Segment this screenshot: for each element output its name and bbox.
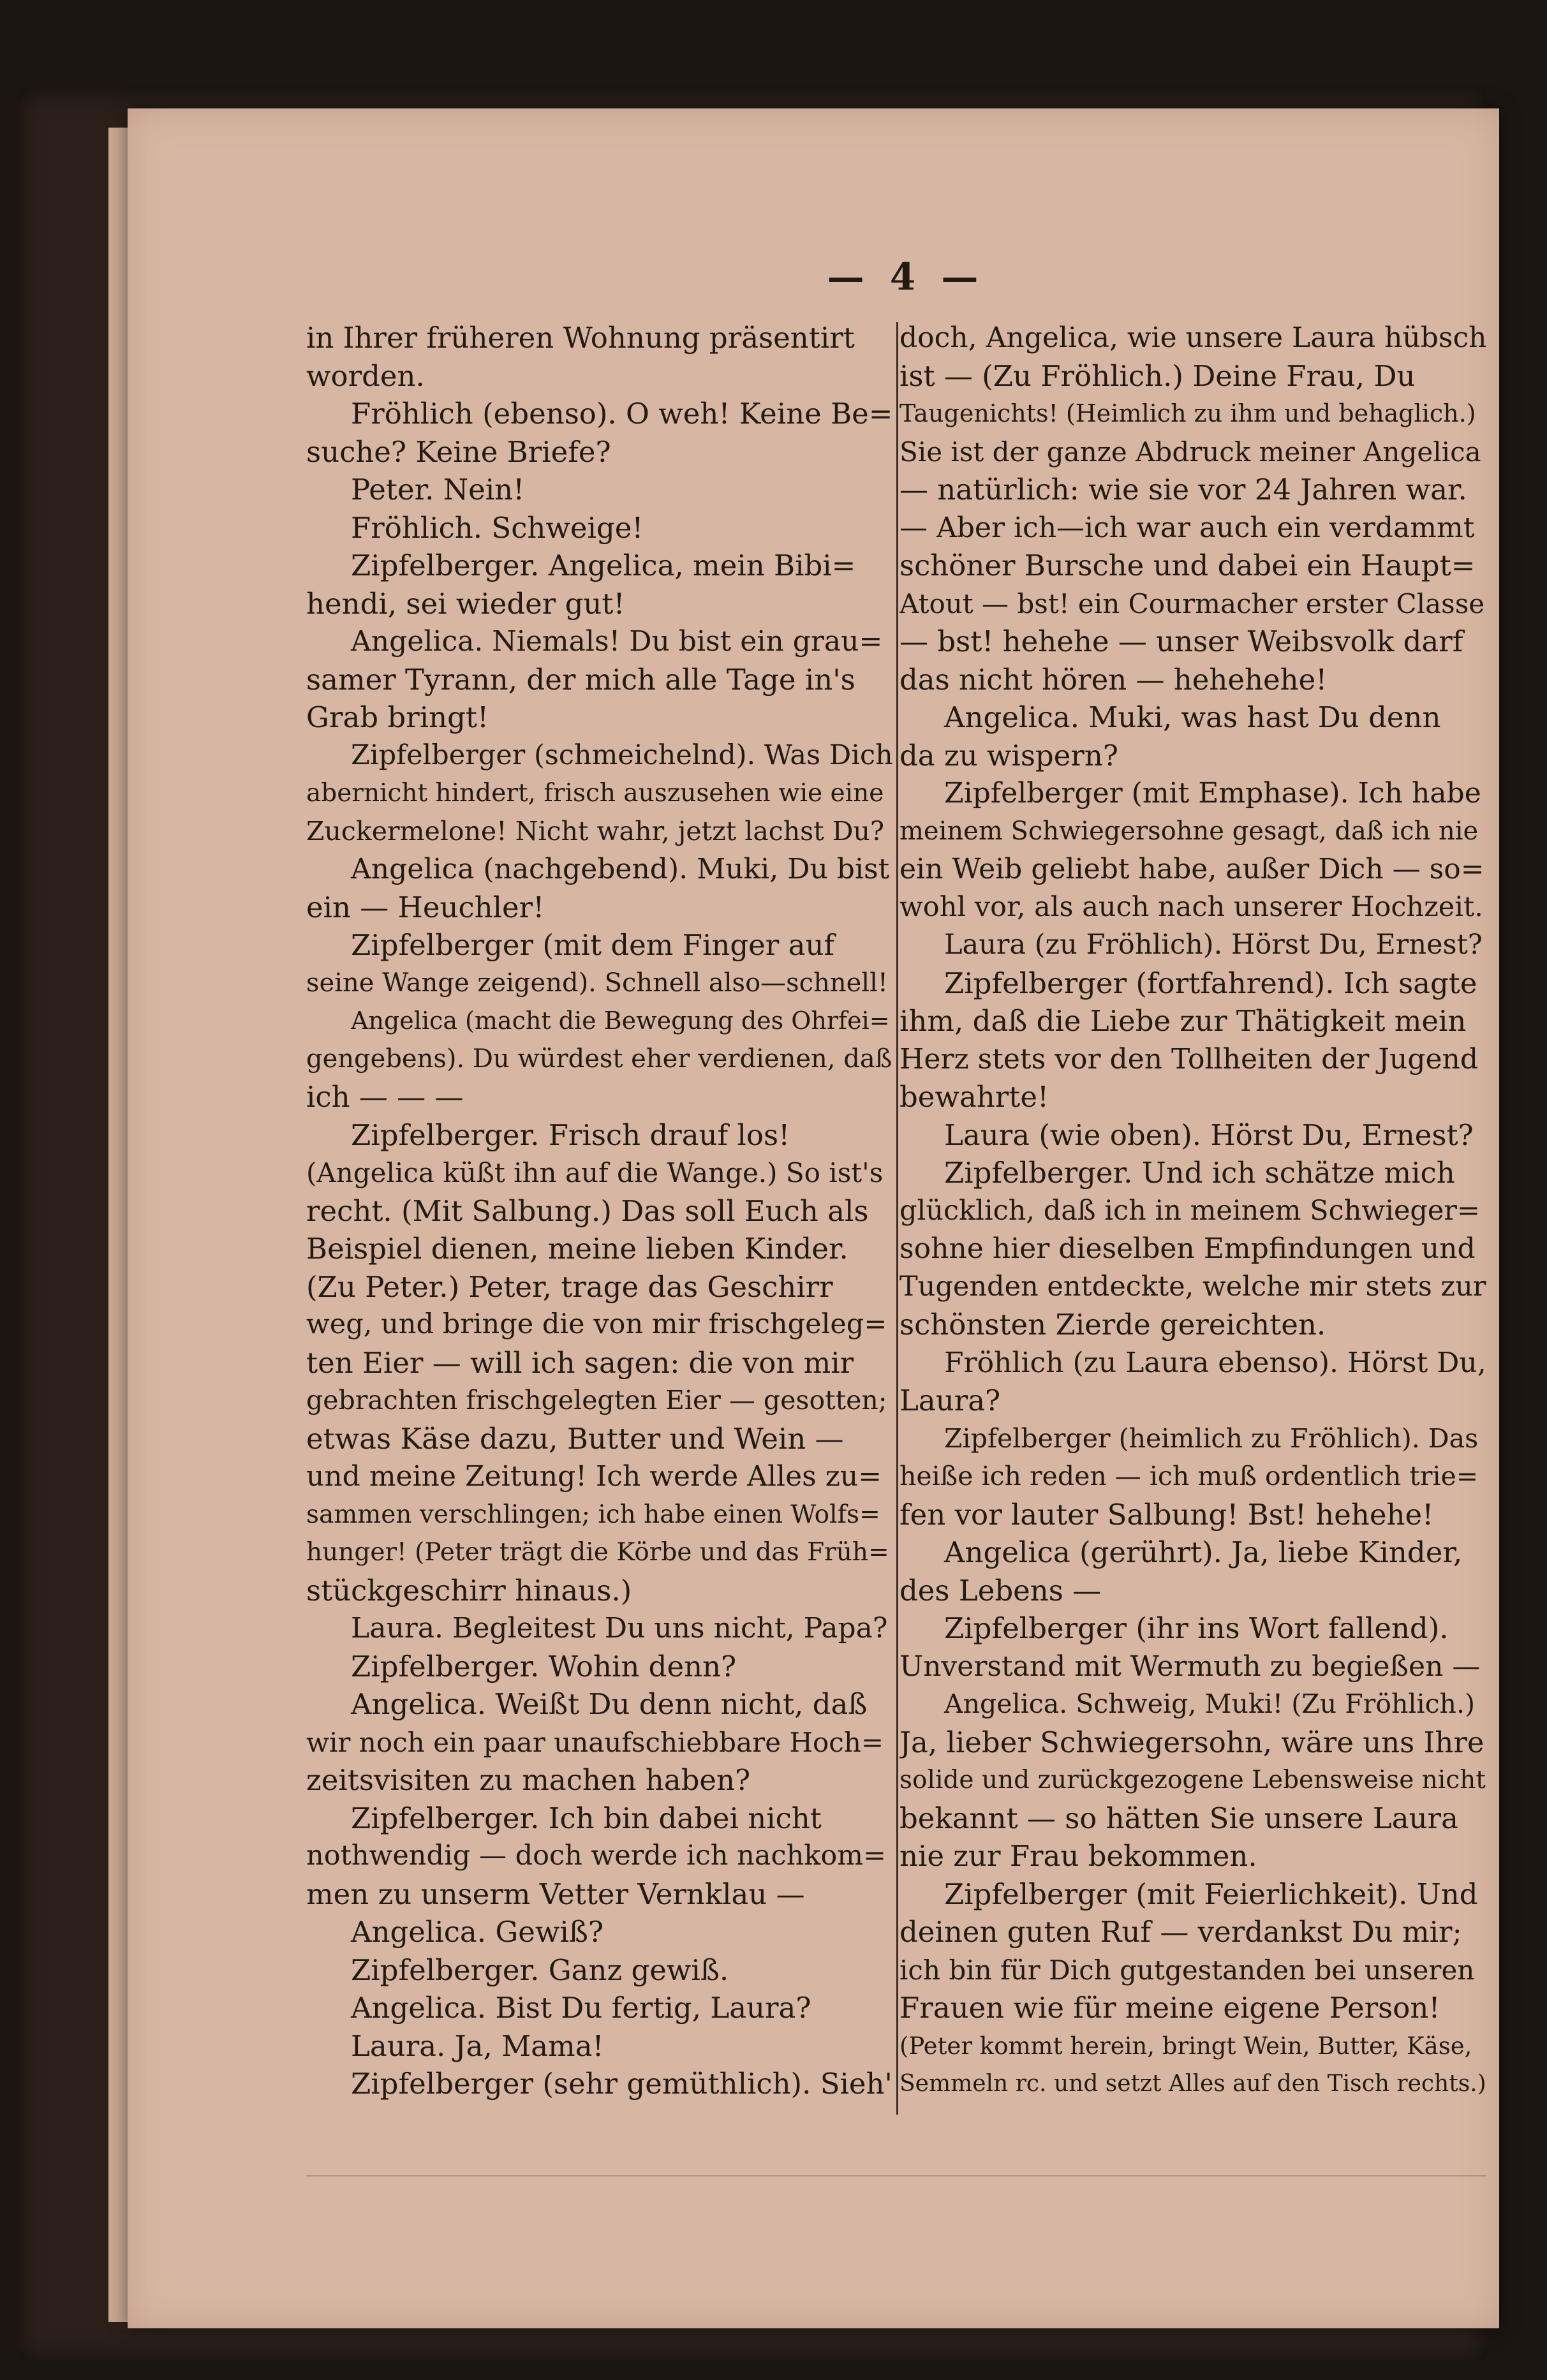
text-line: Angelica. Niemals! Du bist ein grau= — [351, 625, 883, 658]
text-line: Zuckermelone! Nicht wahr, jetzt lachst Du? — [306, 815, 884, 846]
text-line: solide und zurückgezogene Lebensweise nicht — [899, 1766, 1486, 1794]
text-line: ich — — — — [306, 1080, 464, 1114]
text-line: Angelica. Schweig, Muki! (Zu Fröhlich.) — [944, 1689, 1475, 1719]
text-line: Angelica. Gewiß? — [351, 1915, 604, 1949]
text-line: — Aber ich—ich war auch ein verdammt — [899, 511, 1475, 544]
text-line: ein Weib geliebt habe, außer Dich — so= — [899, 853, 1484, 885]
text-line: Taugenichts! (Heimlich zu ihm und behaglich.) — [899, 399, 1476, 427]
text-line: hendi, sei wieder gut! — [306, 586, 625, 621]
text-line: men zu unserm Vetter Vernklau — — [306, 1877, 805, 1911]
text-line: Laura. Begleitest Du uns nicht, Papa? — [351, 1612, 888, 1645]
left-text-column — [306, 319, 893, 2103]
text-line: Grab bringt! — [306, 700, 489, 734]
text-line: Angelica. Bist Du fertig, Laura? — [351, 1991, 811, 2025]
text-line: gebrachten frischgelegten Eier — gesotten; — [306, 1385, 887, 1415]
text-line: Unverstand mit Wermuth zu begießen — — [899, 1650, 1481, 1683]
text-line: schönsten Zierde gereichten. — [899, 1308, 1326, 1342]
page-number: — 4 — — [827, 255, 985, 299]
text-line: ist — (Zu Fröhlich.) Deine Frau, Du — [899, 358, 1416, 393]
text-line: des Lebens — — [899, 1573, 1102, 1608]
text-line: deinen guten Ruf — verdankst Du mir; — [899, 1915, 1462, 1949]
text-line: wir noch ein paar unaufschiebbare Hoch= — [306, 1726, 884, 1758]
text-line: stückgeschirr hinaus.) — [306, 1573, 632, 1608]
text-line: weg, und bringe die von mir frischgeleg= — [306, 1308, 887, 1340]
text-line: da zu wispern? — [899, 738, 1118, 772]
text-line: Zipfelberger. Frisch drauf los! — [351, 1118, 790, 1152]
text-line: Sie ist der ganze Abdruck meiner Angelica — [899, 436, 1481, 468]
text-line: — natürlich: wie sie vor 24 Jahren war. — [899, 473, 1467, 506]
text-line: Laura? — [899, 1384, 1001, 1417]
text-line: doch, Angelica, wie unsere Laura hübsch — [899, 322, 1486, 354]
text-line: Angelica. Weißt Du denn nicht, daß — [351, 1687, 868, 1721]
text-line: Zipfelberger (mit Feierlichkeit). Und — [944, 1877, 1478, 1911]
text-line: Zipfelberger. Ich bin dabei nicht — [351, 1801, 822, 1835]
text-line: nothwendig — doch werde ich nachkom= — [306, 1840, 887, 1872]
text-line: (Peter kommt herein, bringt Wein, Butter, Käse, — [899, 2032, 1472, 2060]
text-line: worden. — [306, 358, 425, 393]
text-line: Zipfelberger (mit Emphase). Ich habe — [944, 777, 1481, 809]
text-line: glücklich, daß ich in meinem Schwieger= — [899, 1194, 1480, 1227]
text-line: in Ihrer früheren Wohnung präsentirt — [306, 321, 855, 355]
text-line: meinem Schwiegersohne gesagt, daß ich nie — [899, 816, 1479, 846]
text-line: Laura (zu Fröhlich). Hörst Du, Ernest? — [944, 929, 1483, 961]
text-line: Zipfelberger (mit dem Finger auf — [351, 928, 835, 962]
text-line: Angelica (nachgebend). Muki, Du bist — [351, 853, 890, 885]
text-line: schöner Bursche und dabei ein Haupt= — [899, 549, 1476, 582]
text-line: (Angelica küßt ihn auf die Wange.) So ist's — [306, 1157, 884, 1188]
page-bottom-rule — [306, 2175, 1486, 2177]
text-line: Zipfelberger (heimlich zu Fröhlich). Das — [944, 1423, 1479, 1454]
text-line: zeitsvisiten zu machen haben? — [306, 1763, 751, 1797]
text-line: und meine Zeitung! Ich werde Alles zu= — [306, 1460, 882, 1493]
text-line: wohl vor, als auch nach unserer Hochzeit. — [899, 891, 1483, 923]
text-line: sammen verschlingen; ich habe einen Wolfs= — [306, 1500, 880, 1529]
text-line: Angelica (gerührt). Ja, liebe Kinder, — [944, 1535, 1463, 1569]
text-line: Fröhlich. Schweige! — [351, 510, 644, 545]
text-line: sohne hier dieselben Empfindungen und — [899, 1232, 1476, 1265]
text-line: Frauen wie für meine eigene Person! — [899, 1991, 1440, 2025]
text-line: bekannt — so hätten Sie unsere Laura — [899, 1801, 1458, 1835]
text-line: ihm, daß die Liebe zur Thätigkeit mein — [899, 1004, 1467, 1038]
text-line: Zipfelberger. Wohin denn? — [351, 1649, 737, 1683]
text-line: abernicht hindert, frisch auszusehen wie eine — [306, 779, 884, 808]
text-line: hunger! (Peter trägt die Körbe und das Früh= — [306, 1538, 889, 1567]
text-line: suche? Keine Briefe? — [306, 434, 611, 469]
text-line: etwas Käse dazu, Butter und Wein — — [306, 1421, 844, 1456]
column-divider — [896, 322, 898, 2115]
text-line: Zipfelberger (ihr ins Wort fallend). — [944, 1611, 1449, 1645]
text-line: recht. (Mit Salbung.) Das soll Euch als — [306, 1194, 869, 1228]
text-line: Zipfelberger. Ganz gewiß. — [351, 1953, 729, 1987]
text-line: Laura. Ja, Mama! — [351, 2029, 604, 2063]
text-line: Peter. Nein! — [351, 473, 525, 506]
text-line: heiße ich reden — ich muß ordentlich trie= — [899, 1461, 1479, 1491]
text-line: Ja, lieber Schwiegersohn, wäre uns Ihre — [899, 1725, 1484, 1759]
text-line: nie zur Frau bekommen. — [899, 1839, 1257, 1873]
text-line: seine Wange zeigend). Schnell also—schnell! — [306, 968, 888, 998]
text-line: ten Eier — will ich sagen: die von mir — [306, 1345, 854, 1380]
text-line: Laura (wie oben). Hörst Du, Ernest? — [944, 1118, 1474, 1152]
text-line: Zipfelberger. Und ich schätze mich — [944, 1156, 1455, 1190]
text-line: — bst! hehehe — unser Weibsvolk darf — [899, 625, 1463, 658]
text-line: ein — Heuchler! — [306, 890, 545, 924]
text-line: Tugenden entdeckte, welche mir stets zur — [899, 1270, 1486, 1303]
text-line: Atout — bst! ein Courmacher erster Classe — [899, 588, 1485, 619]
text-line: Zipfelberger. Angelica, mein Bibi= — [351, 549, 856, 582]
text-line: (Zu Peter.) Peter, trage das Geschirr — [306, 1269, 833, 1304]
text-line: Zipfelberger (schmeichelnd). Was Dich — [351, 739, 893, 771]
text-line: samer Tyrann, der mich alle Tage in's — [306, 662, 855, 697]
text-line: Zipfelberger (sehr gemüthlich). Sieh' — [351, 2067, 892, 2101]
text-line: Angelica (macht die Bewegung des Ohrfei= — [351, 1007, 890, 1035]
text-line: Fröhlich (ebenso). O weh! Keine Be= — [351, 397, 893, 431]
text-line: bewahrte! — [899, 1080, 1049, 1114]
text-line: fen vor lauter Salbung! Bst! hehehe! — [899, 1497, 1434, 1532]
text-line: Beispiel dienen, meine lieben Kinder. — [306, 1232, 848, 1266]
text-line: Angelica. Muki, was hast Du denn — [944, 700, 1441, 734]
right-text-column — [899, 319, 1486, 2103]
text-line: Fröhlich (zu Laura ebenso). Hörst Du, — [944, 1346, 1486, 1379]
text-line: Herz stets vor den Tollheiten der Jugend — [899, 1042, 1479, 1075]
text-line: ich bin für Dich gutgestanden bei unseren — [899, 1954, 1475, 1986]
text-line: gengebens). Du würdest eher verdienen, daß — [306, 1044, 892, 1074]
text-line: Semmeln rc. und setzt Alles auf den Tisch rechts.) — [899, 2071, 1486, 2097]
text-line: das nicht hören — hehehehe! — [899, 662, 1328, 697]
text-line: Zipfelberger (fortfahrend). Ich sagte — [944, 966, 1477, 1000]
